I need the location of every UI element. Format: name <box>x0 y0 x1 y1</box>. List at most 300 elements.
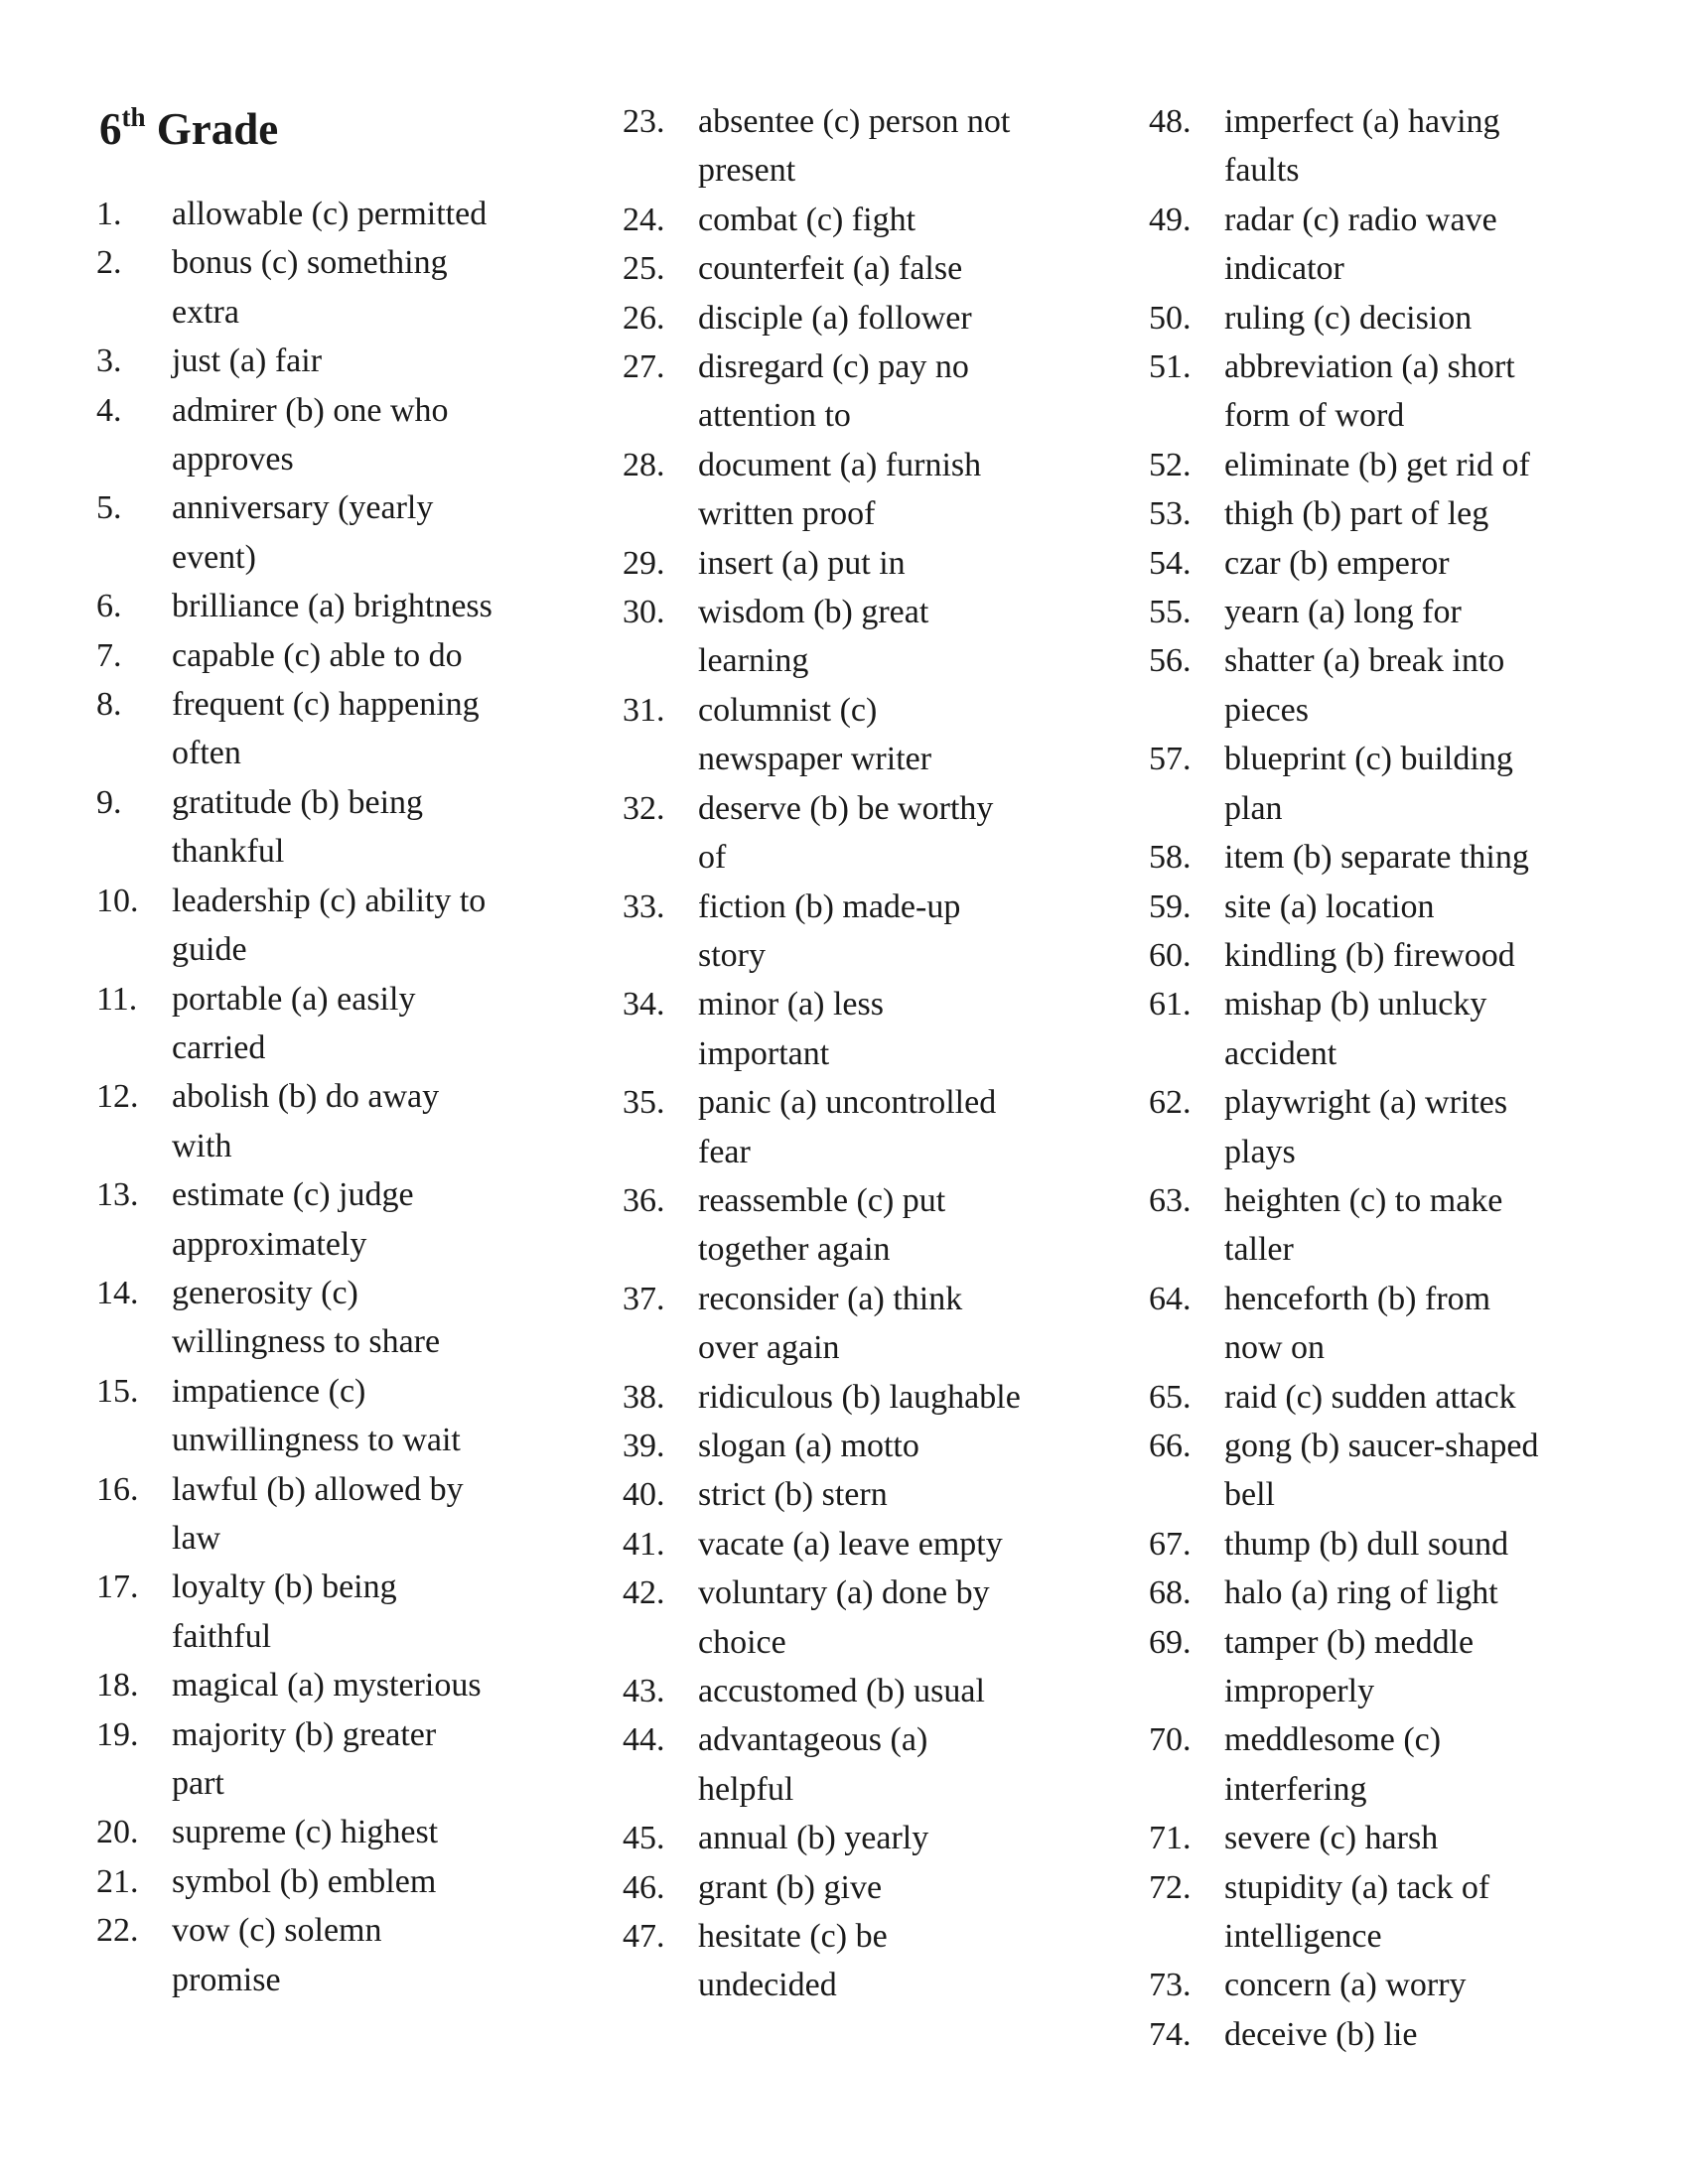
entry-definition <box>698 883 1055 981</box>
entry-number: 7. <box>96 636 122 674</box>
vocab-entry <box>96 1710 543 1809</box>
entry-number: 21. <box>96 1862 139 1900</box>
entry-definition <box>698 1422 1055 1470</box>
entry-definition <box>1224 342 1582 441</box>
definition-line: supreme (c) highest <box>172 1814 439 1851</box>
entry-number: 2. <box>96 244 122 282</box>
definition-line: combat (c) fight <box>698 201 916 238</box>
vocab-entry <box>1149 97 1596 196</box>
entry-number: 49. <box>1149 201 1192 238</box>
entry-definition <box>1224 1520 1582 1569</box>
definition-line: helpful <box>698 1770 794 1808</box>
definition-line: slogan (a) motto <box>698 1427 919 1464</box>
vocab-entry <box>623 1715 1069 1814</box>
entry-definition <box>698 1275 1055 1373</box>
entry-number: 20. <box>96 1814 139 1851</box>
entry-number: 30. <box>623 594 665 631</box>
definition-line: event) <box>172 538 256 576</box>
entry-definition <box>172 1808 529 1856</box>
definition-line: now on <box>1224 1329 1326 1367</box>
vocab-entry <box>1149 539 1596 588</box>
entry-definition <box>1224 931 1582 980</box>
vocab-entry <box>623 883 1069 981</box>
entry-number: 9. <box>96 783 122 821</box>
entry-number: 43. <box>623 1673 665 1709</box>
vocab-entry <box>96 1906 543 2004</box>
entry-definition <box>1224 735 1582 833</box>
entry-number: 5. <box>96 489 122 527</box>
vocab-entry <box>623 342 1069 441</box>
entry-definition <box>1224 1863 1582 1962</box>
entry-number: 63. <box>1149 1181 1192 1219</box>
entry-definition <box>1224 980 1582 1078</box>
entry-definition <box>172 680 529 778</box>
title-grade-number: 6 <box>99 104 122 154</box>
entry-number: 66. <box>1149 1427 1192 1464</box>
entry-number: 64. <box>1149 1280 1192 1317</box>
definition-line: willingness to share <box>172 1323 441 1361</box>
entry-number: 56. <box>1149 642 1192 680</box>
entry-definition <box>698 441 1055 539</box>
vocab-entry <box>96 1170 543 1269</box>
entry-number: 65. <box>1149 1378 1192 1416</box>
vocab-entry <box>1149 1863 1596 1962</box>
vocab-entry <box>96 1563 543 1661</box>
definition-line: interfering <box>1224 1770 1367 1808</box>
definition-line: abolish (b) do away <box>172 1078 440 1116</box>
entry-definition <box>698 1814 1055 1862</box>
entry-definition <box>698 1078 1055 1176</box>
vocab-entry <box>96 386 543 484</box>
definition-line: stupidity (a) tack of <box>1224 1868 1490 1906</box>
definition-line: fiction (b) made-up <box>698 887 961 925</box>
definition-line: radar (c) radio wave <box>1224 201 1497 238</box>
entry-definition <box>1224 539 1582 588</box>
entry-number: 23. <box>623 103 665 140</box>
definition-line: attention to <box>698 397 851 435</box>
definition-line: faithful <box>172 1617 272 1655</box>
entry-definition <box>698 294 1055 342</box>
entry-definition <box>698 1667 1055 1715</box>
definition-line: czar (b) emperor <box>1224 544 1450 582</box>
entry-number: 28. <box>623 446 665 483</box>
entry-number: 68. <box>1149 1574 1192 1612</box>
vocab-entry <box>96 1857 543 1906</box>
definition-line: indicator <box>1224 250 1344 288</box>
entry-number: 12. <box>96 1078 139 1116</box>
vocab-entry <box>1149 1715 1596 1814</box>
vocab-entry <box>96 1808 543 1856</box>
entry-number: 1. <box>96 196 122 232</box>
definition-line: often <box>172 735 241 772</box>
entry-definition <box>1224 1715 1582 1814</box>
entry-definition <box>172 631 529 680</box>
entry-number: 27. <box>623 348 665 386</box>
entry-number: 15. <box>96 1372 139 1410</box>
definition-line: lawful (b) allowed by <box>172 1470 464 1508</box>
vocab-entry <box>1149 833 1596 882</box>
entry-definition <box>172 1710 529 1809</box>
entry-number: 34. <box>623 986 665 1024</box>
definition-line: hesitate (c) be <box>698 1918 888 1956</box>
entry-number: 26. <box>623 299 665 337</box>
entry-definition <box>172 1465 529 1564</box>
definition-line: brilliance (a) brightness <box>172 588 492 625</box>
vocab-entry <box>96 1661 543 1709</box>
entry-definition <box>1224 1275 1582 1373</box>
vocab-entry <box>1149 883 1596 931</box>
entry-definition <box>698 1912 1055 2010</box>
vocab-entry <box>623 244 1069 293</box>
definition-line: annual (b) yearly <box>698 1820 929 1857</box>
definition-line: written proof <box>698 495 876 533</box>
definition-line: abbreviation (a) short <box>1224 348 1515 386</box>
entry-number: 47. <box>623 1918 665 1956</box>
entry-definition <box>1224 1618 1582 1716</box>
entry-definition <box>172 1269 529 1367</box>
definition-line: ruling (c) decision <box>1224 299 1473 337</box>
entry-definition <box>1224 1814 1582 1862</box>
definition-line: plays <box>1224 1133 1296 1170</box>
vocab-entry <box>1149 196 1596 294</box>
entry-definition <box>1224 1373 1582 1422</box>
definition-line: counterfeit (a) false <box>698 250 963 288</box>
entry-number: 10. <box>96 882 139 919</box>
entry-number: 17. <box>96 1569 139 1606</box>
entry-number: 46. <box>623 1868 665 1906</box>
vocab-entry <box>1149 294 1596 342</box>
definition-line: fear <box>698 1133 751 1170</box>
definition-line: severe (c) harsh <box>1224 1820 1439 1857</box>
definition-line: deserve (b) be worthy <box>698 789 994 827</box>
vocab-entry <box>1149 1373 1596 1422</box>
definition-line: estimate (c) judge <box>172 1176 414 1214</box>
definition-line: leadership (c) ability to <box>172 882 487 919</box>
entry-definition <box>1224 1422 1582 1520</box>
entry-number: 6. <box>96 588 122 625</box>
definition-line: voluntary (a) done by <box>698 1574 990 1612</box>
definition-line: thump (b) dull sound <box>1224 1525 1509 1563</box>
vocab-entry <box>623 1814 1069 1862</box>
entry-definition <box>698 196 1055 244</box>
definition-line: learning <box>698 642 809 680</box>
entry-definition <box>1224 636 1582 735</box>
definition-line: reconsider (a) think <box>698 1280 963 1317</box>
definition-line: carried <box>172 1028 266 1066</box>
entry-number: 50. <box>1149 299 1192 337</box>
definition-line: taller <box>1224 1231 1294 1269</box>
entry-definition <box>1224 97 1582 196</box>
definition-line: law <box>172 1519 221 1557</box>
vocab-entry <box>1149 1618 1596 1716</box>
entry-definition <box>172 1563 529 1661</box>
definition-line: admirer (b) one who <box>172 391 449 429</box>
vocab-entry <box>623 1569 1069 1667</box>
definition-line: faults <box>1224 152 1300 190</box>
vocab-entry <box>623 1470 1069 1519</box>
vocab-entry <box>623 1078 1069 1176</box>
vocab-entry <box>96 190 543 238</box>
entry-number: 44. <box>623 1721 665 1759</box>
vocab-entry <box>1149 636 1596 735</box>
definition-line: raid (c) sudden attack <box>1224 1378 1516 1416</box>
entry-definition <box>698 1520 1055 1569</box>
definition-line: bonus (c) something <box>172 244 448 282</box>
definition-line: thigh (b) part of leg <box>1224 495 1489 533</box>
vocab-entry <box>1149 1520 1596 1569</box>
vocab-entry <box>623 1275 1069 1373</box>
definition-line: item (b) separate thing <box>1224 839 1529 877</box>
definition-line: story <box>698 936 766 974</box>
entry-number: 11. <box>96 980 138 1018</box>
definition-line: bell <box>1224 1476 1275 1514</box>
vocab-entry <box>1149 1176 1596 1275</box>
definition-line: of <box>698 839 727 877</box>
definition-line: accustomed (b) usual <box>698 1673 985 1709</box>
entry-number: 13. <box>96 1176 139 1214</box>
vocab-entry <box>96 238 543 337</box>
entry-definition <box>698 244 1055 293</box>
entry-number: 51. <box>1149 348 1192 386</box>
definition-line: yearn (a) long for <box>1224 594 1462 631</box>
vocab-entry <box>96 1072 543 1170</box>
vocab-entry <box>1149 489 1596 538</box>
entry-number: 33. <box>623 887 665 925</box>
definition-line: anniversary (yearly <box>172 489 434 527</box>
definition-line: just (a) fair <box>172 342 323 380</box>
entry-number: 38. <box>623 1378 665 1416</box>
definition-line: magical (a) mysterious <box>172 1667 482 1705</box>
definition-line: concern (a) worry <box>1224 1967 1467 2004</box>
definition-line: form of word <box>1224 397 1405 435</box>
entry-definition <box>172 1072 529 1170</box>
entry-number: 4. <box>96 391 122 429</box>
definition-line: frequent (c) happening <box>172 686 480 724</box>
entry-definition <box>172 1906 529 2004</box>
definition-line: undecided <box>698 1967 837 2004</box>
vocab-entry <box>1149 1961 1596 2009</box>
vocab-entry <box>1149 1422 1596 1520</box>
entry-definition <box>698 1715 1055 1814</box>
vocab-entry <box>623 686 1069 784</box>
definition-line: henceforth (b) from <box>1224 1280 1491 1317</box>
entry-number: 69. <box>1149 1623 1192 1661</box>
entry-definition <box>698 539 1055 588</box>
definition-line: kindling (b) firewood <box>1224 936 1515 974</box>
vocab-entry <box>1149 1569 1596 1617</box>
entry-number: 45. <box>623 1820 665 1857</box>
vocab-entry <box>623 980 1069 1078</box>
entry-definition <box>1224 1078 1582 1176</box>
entry-definition <box>698 1176 1055 1275</box>
definition-line: extra <box>172 293 239 331</box>
definition-line: mishap (b) unlucky <box>1224 986 1487 1024</box>
entry-definition <box>172 582 529 630</box>
vocab-entry <box>96 680 543 778</box>
definition-line: insert (a) put in <box>698 544 906 582</box>
definition-line: over again <box>698 1329 840 1367</box>
vocab-entry <box>1149 735 1596 833</box>
definition-line: plan <box>1224 789 1283 827</box>
entry-definition <box>1224 196 1582 294</box>
vocab-entry <box>1149 588 1596 636</box>
entry-number: 73. <box>1149 1967 1192 2004</box>
vocab-entry <box>1149 1275 1596 1373</box>
definition-line: important <box>698 1034 830 1072</box>
definition-line: improperly <box>1224 1673 1375 1709</box>
entry-definition <box>698 686 1055 784</box>
entry-definition <box>172 190 529 238</box>
definition-line: vow (c) solemn <box>172 1912 382 1950</box>
definition-line: heighten (c) to make <box>1224 1181 1503 1219</box>
entry-number: 32. <box>623 789 665 827</box>
entry-definition <box>172 778 529 877</box>
definition-line: pieces <box>1224 691 1309 729</box>
definition-line: symbol (b) emblem <box>172 1862 437 1900</box>
entry-number: 42. <box>623 1574 665 1612</box>
entry-number: 3. <box>96 342 122 380</box>
definition-line: meddlesome (c) <box>1224 1721 1442 1759</box>
entry-number: 14. <box>96 1274 139 1311</box>
entry-number: 40. <box>623 1476 665 1514</box>
vocab-entry <box>96 877 543 975</box>
definition-line: choice <box>698 1623 786 1661</box>
entry-number: 58. <box>1149 839 1192 877</box>
vocab-entry <box>96 337 543 385</box>
vocab-entry <box>1149 980 1596 1078</box>
entry-number: 31. <box>623 691 665 729</box>
vocab-entry <box>623 294 1069 342</box>
entry-definition <box>172 1170 529 1269</box>
vocab-entry <box>96 778 543 877</box>
definition-line: promise <box>172 1961 281 1998</box>
definition-line: absentee (c) person not <box>698 103 1011 140</box>
entry-definition <box>698 342 1055 441</box>
definition-line: newspaper writer <box>698 741 932 778</box>
entry-number: 29. <box>623 544 665 582</box>
vocabulary-column-3 <box>1149 97 1596 2059</box>
definition-line: thankful <box>172 833 285 871</box>
definition-line: ridiculous (b) laughable <box>698 1378 1021 1416</box>
entry-number: 71. <box>1149 1820 1192 1857</box>
entry-definition <box>172 483 529 582</box>
definition-line: present <box>698 152 796 190</box>
entry-number: 39. <box>623 1427 665 1464</box>
entry-number: 55. <box>1149 594 1192 631</box>
definition-line: loyalty (b) being <box>172 1569 397 1606</box>
definition-line: blueprint (c) building <box>1224 741 1513 778</box>
entry-number: 62. <box>1149 1084 1192 1122</box>
vocab-entry <box>623 1373 1069 1422</box>
vocab-entry <box>96 1367 543 1465</box>
vocab-entry <box>623 97 1069 196</box>
page-title <box>99 99 278 159</box>
entry-definition <box>1224 588 1582 636</box>
entry-number: 36. <box>623 1181 665 1219</box>
vocab-entry <box>96 1269 543 1367</box>
definition-line: gong (b) saucer-shaped <box>1224 1427 1539 1464</box>
entry-definition <box>698 1569 1055 1667</box>
entry-number: 54. <box>1149 544 1192 582</box>
definition-line: majority (b) greater <box>172 1715 437 1753</box>
entry-number: 74. <box>1149 2015 1192 2053</box>
entry-definition <box>172 1857 529 1906</box>
definition-line: capable (c) able to do <box>172 636 463 674</box>
definition-line: generosity (c) <box>172 1274 358 1311</box>
entry-definition <box>1224 441 1582 489</box>
entry-definition <box>1224 489 1582 538</box>
vocabulary-column-1 <box>96 190 543 2004</box>
entry-definition <box>1224 2010 1582 2059</box>
vocab-entry <box>1149 931 1596 980</box>
entry-number: 19. <box>96 1715 139 1753</box>
entry-definition <box>1224 1176 1582 1275</box>
entry-definition <box>698 980 1055 1078</box>
entry-number: 37. <box>623 1280 665 1317</box>
definition-line: wisdom (b) great <box>698 594 929 631</box>
definition-line: disregard (c) pay no <box>698 348 969 386</box>
vocab-entry <box>623 196 1069 244</box>
vocab-entry <box>96 582 543 630</box>
entry-definition <box>698 1470 1055 1519</box>
vocab-entry <box>1149 342 1596 441</box>
entry-number: 57. <box>1149 741 1192 778</box>
vocab-entry <box>623 1667 1069 1715</box>
entry-definition <box>1224 294 1582 342</box>
definition-line: playwright (a) writes <box>1224 1084 1508 1122</box>
definition-line: grant (b) give <box>698 1868 883 1906</box>
entry-number: 61. <box>1149 986 1192 1024</box>
definition-line: document (a) furnish <box>698 446 982 483</box>
vocab-entry <box>623 1863 1069 1912</box>
entry-definition <box>172 337 529 385</box>
definition-line: allowable (c) permitted <box>172 196 488 232</box>
entry-number: 16. <box>96 1470 139 1508</box>
entry-number: 48. <box>1149 103 1192 140</box>
entry-number: 8. <box>96 686 122 724</box>
vocab-entry <box>623 1520 1069 1569</box>
entry-number: 53. <box>1149 495 1192 533</box>
vocab-entry <box>1149 1814 1596 1862</box>
vocab-entry <box>623 441 1069 539</box>
vocab-entry <box>1149 441 1596 489</box>
definition-line: site (a) location <box>1224 887 1435 925</box>
vocab-entry <box>96 975 543 1073</box>
definition-line: together again <box>698 1231 891 1269</box>
entry-number: 18. <box>96 1667 139 1705</box>
definition-line: minor (a) less <box>698 986 884 1024</box>
title-ordinal-suffix: th <box>121 102 146 132</box>
entry-number: 25. <box>623 250 665 288</box>
entry-number: 35. <box>623 1084 665 1122</box>
definition-line: approximately <box>172 1225 367 1263</box>
vocab-entry <box>623 1912 1069 2010</box>
entry-definition <box>1224 1961 1582 2009</box>
vocab-entry <box>623 539 1069 588</box>
definition-line: part <box>172 1765 224 1802</box>
entry-definition <box>1224 1569 1582 1617</box>
definition-line: columnist (c) <box>698 691 878 729</box>
definition-line: eliminate (b) get rid of <box>1224 446 1530 483</box>
entry-definition <box>698 97 1055 196</box>
definition-line: advantageous (a) <box>698 1721 928 1759</box>
definition-line: unwillingness to wait <box>172 1422 461 1459</box>
entry-definition <box>698 588 1055 686</box>
vocab-entry <box>96 483 543 582</box>
vocab-entry <box>96 631 543 680</box>
definition-line: shatter (a) break into <box>1224 642 1505 680</box>
entry-definition <box>1224 833 1582 882</box>
